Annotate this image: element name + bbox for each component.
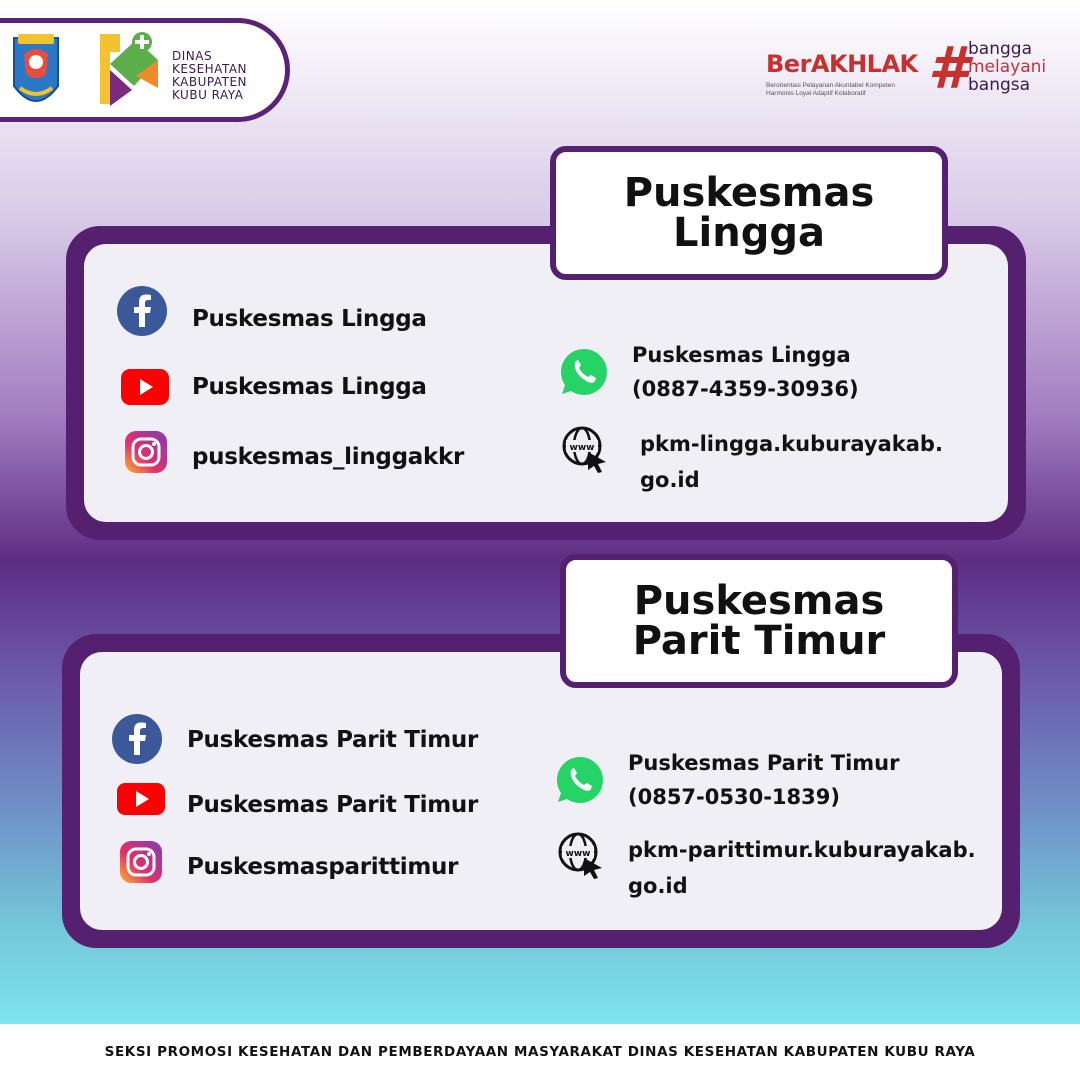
parit-timur-website-line-2: go.id (628, 874, 688, 898)
lingga-website-line-1: pkm-lingga.kuburayakab. (640, 432, 943, 456)
youtube-icon (116, 782, 166, 816)
title-line-1: Puskesmas (623, 170, 875, 216)
parit-timur-instagram-label: Puskesmasparittimur (187, 854, 459, 880)
lingga-whatsapp-row[interactable] (558, 338, 859, 406)
parit-timur-whatsapp-row[interactable] (554, 746, 899, 814)
title-line-1: Puskesmas (633, 578, 885, 624)
parit-timur-website-row[interactable] (558, 832, 976, 904)
instagram-icon (124, 430, 168, 474)
dinas-name (172, 50, 247, 102)
lingga-whatsapp-name: Puskesmas Lingga (632, 343, 851, 367)
bangga-melayani-bangsa (968, 40, 1046, 94)
footer-banner (0, 1024, 1080, 1080)
berakhlak-logo (760, 34, 1060, 108)
footer-text: SEKSI PROMOSI KESEHATAN DAN PEMBERDAYAAN MASYARAKAT DINAS KESEHATAN KABUPATEN KUBU RAYA (104, 1044, 976, 1060)
title-line-2: Parit Timur (632, 618, 886, 664)
lingga-facebook-row[interactable] (116, 285, 427, 337)
whatsapp-icon (558, 346, 610, 398)
instagram-icon (119, 840, 163, 884)
parit-timur-youtube-row[interactable] (116, 780, 478, 818)
title-line-2: Lingga (673, 210, 825, 256)
hashtag-symbol: # (928, 34, 969, 102)
svg-text:www: www (565, 849, 591, 859)
www-globe-icon (562, 426, 610, 474)
parit-timur-whatsapp-text (628, 746, 899, 814)
dinas-kesehatan-logo-icon (96, 30, 162, 108)
facebook-icon (111, 713, 163, 765)
whatsapp-icon (554, 754, 606, 806)
kabupaten-emblem-icon (10, 30, 62, 116)
svg-text:www: www (569, 443, 595, 453)
lingga-whatsapp-text (632, 338, 859, 406)
parit-timur-whatsapp-name: Puskesmas Parit Timur (628, 751, 900, 775)
parit-timur-facebook-label: Puskesmas Parit Timur (187, 727, 479, 753)
youtube-icon (120, 368, 170, 406)
parit-timur-website-line-1: pkm-parittimur.kuburayakab. (628, 838, 976, 862)
dinas-line-1: DINAS (172, 49, 213, 63)
facebook-icon (116, 285, 168, 337)
lingga-youtube-label: Puskesmas Lingga (192, 374, 427, 400)
lingga-instagram-row[interactable] (124, 430, 464, 474)
lingga-facebook-label: Puskesmas Lingga (192, 306, 427, 332)
parit-timur-facebook-row[interactable] (111, 713, 478, 765)
card-parit-timur-title (560, 554, 958, 688)
lingga-youtube-row[interactable] (120, 368, 427, 406)
parit-timur-instagram-row[interactable] (119, 840, 458, 884)
lingga-instagram-label: puskesmas_linggakkr (192, 444, 464, 470)
berakhlak-subtitle (766, 82, 895, 98)
tag-line-1: bangga (968, 39, 1032, 59)
parit-timur-website-text (628, 832, 976, 904)
berakhlak-word: BerAKHLAK (766, 50, 918, 78)
parit-timur-whatsapp-number: (0857-0530-1839) (628, 785, 840, 809)
dinas-line-4: KUBU RAYA (172, 88, 244, 102)
berakhlak-subtitle-2: Harmonis Loyal Adaptif Kolaboratif (766, 90, 866, 97)
lingga-website-text (640, 426, 943, 498)
lingga-website-row[interactable] (562, 426, 943, 498)
berakhlak-subtitle-1: Berorientasi Pelayanan Akuntabel Kompeten (766, 82, 896, 89)
www-globe-icon (558, 832, 606, 880)
parit-timur-youtube-label: Puskesmas Parit Timur (187, 792, 479, 818)
dinas-line-2: KESEHATAN (172, 62, 248, 76)
lingga-website-line-2: go.id (640, 468, 700, 492)
card-lingga-title (550, 146, 948, 280)
dinas-line-3: KABUPATEN (172, 75, 248, 89)
lingga-whatsapp-number: (0887-4359-30936) (632, 377, 859, 401)
tag-line-3: bangsa (968, 75, 1031, 95)
tag-line-2: melayani (968, 57, 1047, 77)
